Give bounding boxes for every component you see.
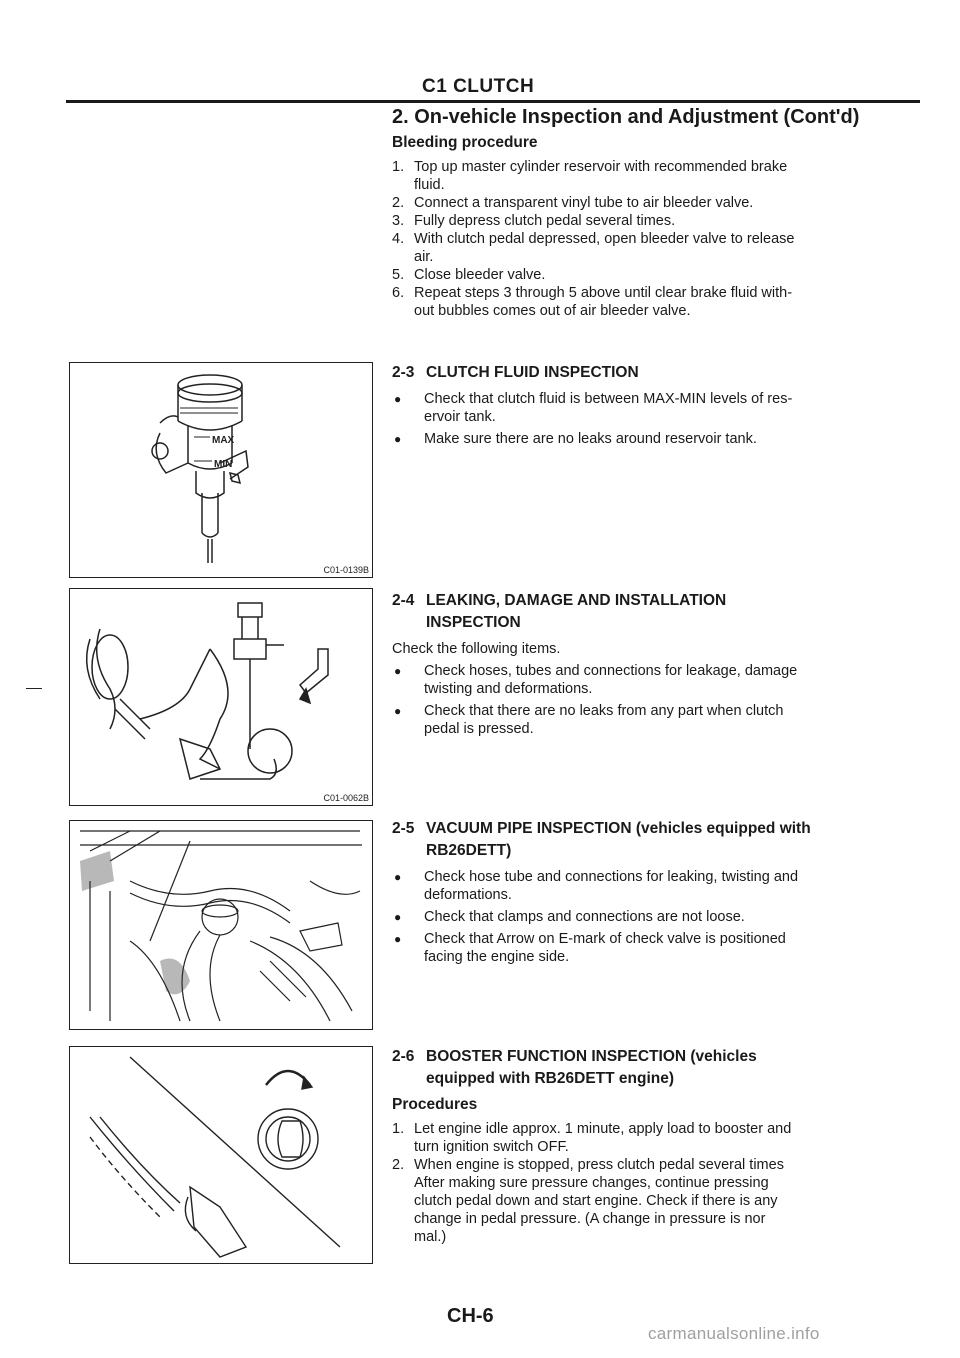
section-2-6-heading: 2-6 BOOSTER FUNCTION INSPECTION (vehicles equipped with RB26DETT engine) <box>392 1048 757 1087</box>
figure-code: C01-0139B <box>323 565 369 575</box>
bullet-item: ● Check that clutch fluid is between MAX-MIN levels of res- ervoir tank. <box>394 391 793 425</box>
procedure-step: 2. When engine is stopped, press clutch pedal several times After making sure pressure changes, continue pressing clutch pedal down and start engine. Check if there is any change in pedal pressure. (A change in pressure is nor mal.) <box>392 1157 784 1245</box>
margin-mark <box>26 688 42 689</box>
section-2-4 <box>392 590 892 738</box>
hose-illustration <box>70 589 372 805</box>
figure-hoses <box>69 588 373 806</box>
bleeding-step: 1. Top up master cylinder reservoir with recommended brake fluid. <box>392 159 788 193</box>
bullet-item: ● Check hoses, tubes and connections for leakage, damage twisting and deformations. <box>394 663 798 697</box>
bullet-item: ● Check that clamps and connections are not loose. <box>394 909 745 925</box>
engine-bay-illustration <box>70 821 372 1029</box>
bullet-item: ● Check that there are no leaks from any part when clutch pedal is pressed. <box>394 703 784 737</box>
section-2-6 <box>392 1046 892 1246</box>
section-title: 2. On-vehicle Inspection and Adjustment (Cont'd) <box>392 106 860 128</box>
reservoir-illustration <box>70 363 372 577</box>
bleeding-step: 3. Fully depress clutch pedal several times. <box>392 213 676 229</box>
bleeding-step: 4. With clutch pedal depressed, open bleeder valve to release air. <box>392 231 795 265</box>
section-2-4-heading: 2-4 LEAKING, DAMAGE AND INSTALLATION INSPECTION <box>392 592 727 631</box>
bullet-item: ● Check that Arrow on E-mark of check valve is positioned facing the engine side. <box>394 931 786 965</box>
section-2-5-heading: 2-5 VACUUM PIPE INSPECTION (vehicles equipped with RB26DETT) <box>392 820 811 859</box>
bleeding-procedure <box>392 134 892 320</box>
min-label: MIN <box>214 459 233 470</box>
bullet-item: ● Make sure there are no leaks around reservoir tank. <box>394 431 757 447</box>
figure-vacuum-pipe <box>69 820 373 1030</box>
figure-reservoir <box>69 362 373 578</box>
bleeding-subtitle: Bleeding procedure <box>392 134 538 151</box>
procedure-step: 1. Let engine idle approx. 1 minute, apply load to booster and turn ignition switch OFF. <box>392 1121 792 1155</box>
section-2-3-heading: 2-3 CLUTCH FLUID INSPECTION <box>392 364 639 381</box>
figure-booster-pedal <box>69 1046 373 1264</box>
chapter-title: C1 CLUTCH <box>422 76 535 97</box>
bleeding-step: 6. Repeat steps 3 through 5 above until clear brake fluid with- out bubbles comes out of air bleeder valve. <box>392 285 793 319</box>
bleeding-step: 5. Close bleeder valve. <box>392 267 546 283</box>
watermark: carmanualsonline.info <box>648 1324 820 1343</box>
section-2-3 <box>392 362 892 448</box>
section-2-5 <box>392 818 892 966</box>
header-rule <box>66 100 920 103</box>
section-2-4-intro: Check the following items. <box>392 641 561 657</box>
bullet-item: ● Check hose tube and connections for leaking, twisting and deformations. <box>394 869 799 903</box>
page-number: CH-6 <box>447 1305 494 1327</box>
pedal-illustration <box>70 1047 372 1263</box>
procedures-subtitle: Procedures <box>392 1096 478 1113</box>
figure-code: C01-0062B <box>323 793 369 803</box>
max-label: MAX <box>212 435 235 446</box>
bleeding-step: 2. Connect a transparent vinyl tube to air bleeder valve. <box>392 195 754 211</box>
